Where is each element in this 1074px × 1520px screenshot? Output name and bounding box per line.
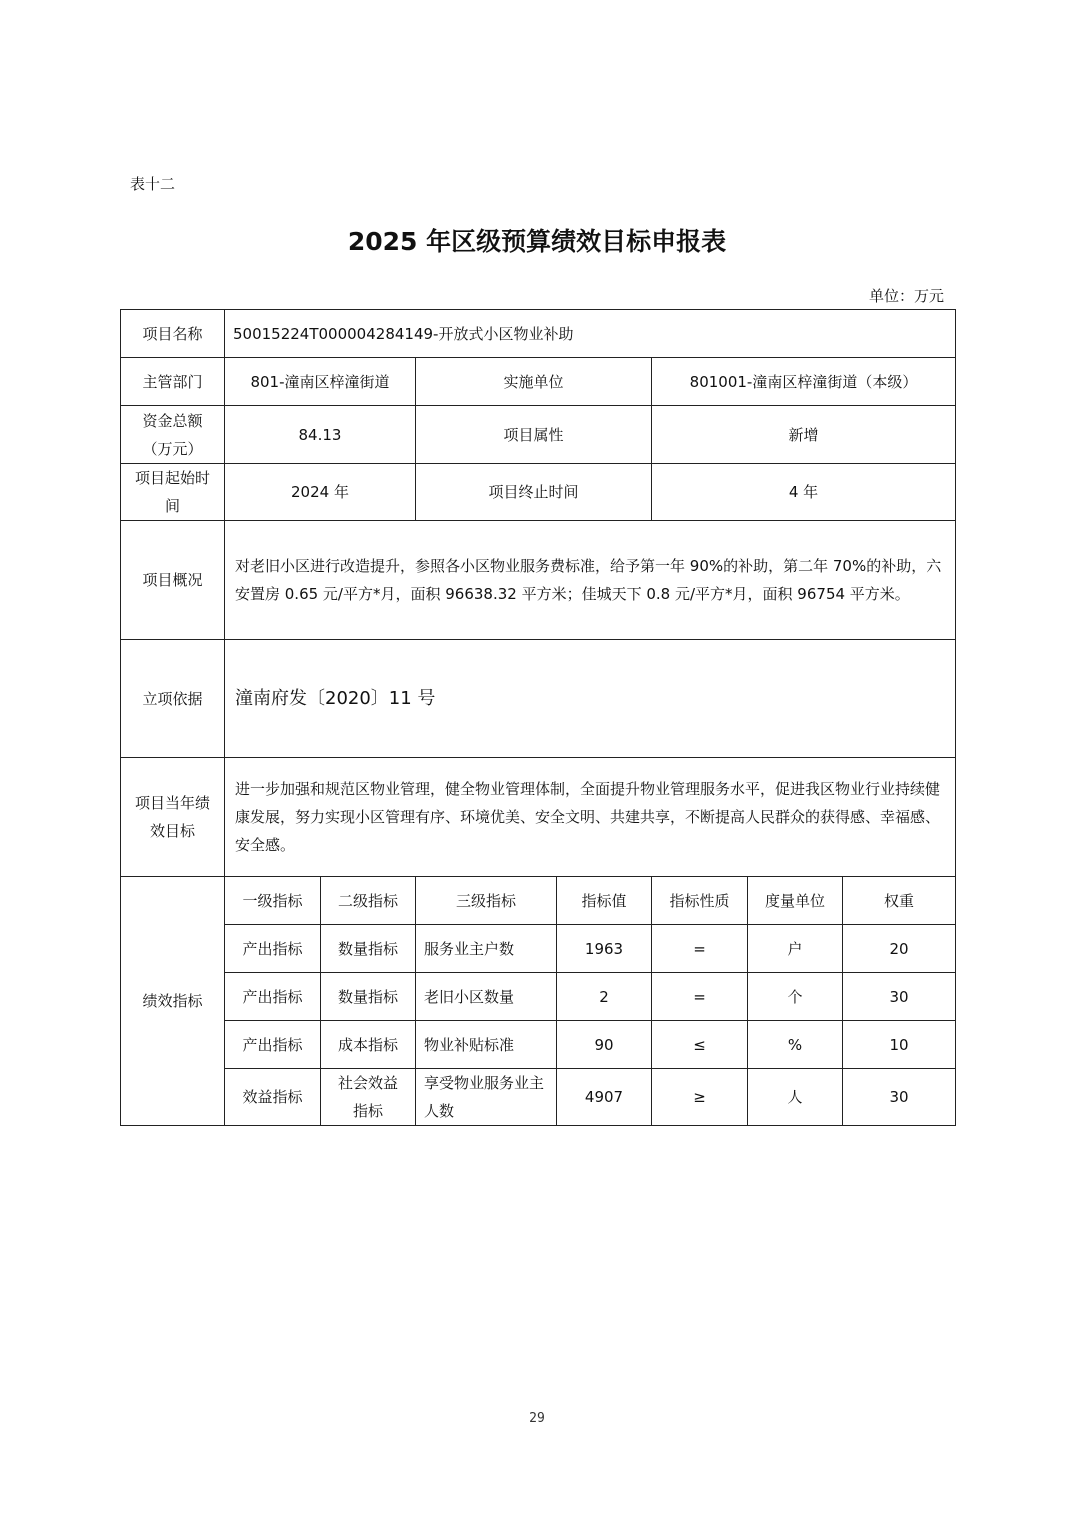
- table-row: [121, 1069, 956, 1126]
- row-annual-goal: [121, 758, 956, 877]
- project-attribute-label: 项目属性: [416, 406, 652, 464]
- row-project-name: [121, 310, 956, 358]
- header-unit: 度量单位: [748, 877, 843, 925]
- weight-cell: 20: [843, 925, 956, 973]
- header-weight: 权重: [843, 877, 956, 925]
- level2-cell: 成本指标: [321, 1021, 416, 1069]
- value-cell: 1963: [557, 925, 652, 973]
- end-time-value: 4 年: [652, 464, 956, 521]
- project-attribute-value: 新增: [652, 406, 956, 464]
- header-level1: 一级指标: [225, 877, 321, 925]
- table-row: [121, 1021, 956, 1069]
- row-funds: [121, 406, 956, 464]
- funds-value: 84.13: [225, 406, 416, 464]
- level3-cell: 物业补贴标准: [416, 1021, 557, 1069]
- unit-label: 单位：万元: [868, 287, 944, 305]
- implementing-unit-value: 801001-潼南区梓潼街道（本级）: [652, 358, 956, 406]
- table-row: [121, 925, 956, 973]
- weight-cell: 30: [843, 973, 956, 1021]
- header-level3: 三级指标: [416, 877, 557, 925]
- unit-cell: 个: [748, 973, 843, 1021]
- level3-cell: 享受物业服务业主人数: [416, 1069, 557, 1126]
- nature-cell: =: [652, 925, 748, 973]
- level3-cell: 服务业主户数: [416, 925, 557, 973]
- nature-cell: =: [652, 973, 748, 1021]
- weight-cell: 10: [843, 1021, 956, 1069]
- header-nature: 指标性质: [652, 877, 748, 925]
- indicator-header-row: [121, 877, 956, 925]
- end-time-label: 项目终止时间: [416, 464, 652, 521]
- annual-goal-text: 进一步加强和规范区物业管理，健全物业管理体制，全面提升物业管理服务水平，促进我区物业行业持续健康发展，努力实现小区管理有序、环境优美、安全文明、共建共享，不断提高人民群众的获得感、幸福感、安全感。: [225, 758, 956, 877]
- start-time-label: 项目起始时间: [121, 464, 225, 521]
- level1-cell: 产出指标: [225, 973, 321, 1021]
- department-value: 801-潼南区梓潼街道: [225, 358, 416, 406]
- header-level2: 二级指标: [321, 877, 416, 925]
- level2-cell: 社会效益指标: [321, 1069, 416, 1126]
- overview-label: 项目概况: [121, 521, 225, 640]
- basis-text: 潼南府发〔2020〕11 号: [225, 640, 956, 758]
- overview-text: 对老旧小区进行改造提升，参照各小区物业服务费标准，给予第一年 90%的补助，第二年 70%的补助，六安置房 0.65 元/平方*月，面积 96638.32 平方米；佳城天下 0.8 元/平方*月，面积 96754 平方米。: [225, 521, 956, 640]
- value-cell: 2: [557, 973, 652, 1021]
- level1-cell: 产出指标: [225, 1021, 321, 1069]
- row-period: [121, 464, 956, 521]
- project-name-label: 项目名称: [121, 310, 225, 358]
- page-number: 29: [529, 1411, 545, 1426]
- department-label: 主管部门: [121, 358, 225, 406]
- value-cell: 4907: [557, 1069, 652, 1126]
- weight-cell: 30: [843, 1069, 956, 1126]
- budget-performance-table: [120, 309, 956, 1126]
- table-row: [121, 973, 956, 1021]
- page-title: 2025 年区级预算绩效目标申报表: [347, 227, 727, 256]
- indicators-label: 绩效指标: [121, 877, 225, 1126]
- implementing-unit-label: 实施单位: [416, 358, 652, 406]
- level2-cell: 数量指标: [321, 925, 416, 973]
- annual-goal-label: 项目当年绩效目标: [121, 758, 225, 877]
- value-cell: 90: [557, 1021, 652, 1069]
- nature-cell: ≤: [652, 1021, 748, 1069]
- header-value: 指标值: [557, 877, 652, 925]
- basis-label: 立项依据: [121, 640, 225, 758]
- row-department: [121, 358, 956, 406]
- level2-cell: 数量指标: [321, 973, 416, 1021]
- level1-cell: 效益指标: [225, 1069, 321, 1126]
- row-basis: [121, 640, 956, 758]
- project-name-value: 50015224T000004284149-开放式小区物业补助: [225, 310, 956, 358]
- unit-cell: %: [748, 1021, 843, 1069]
- row-overview: [121, 521, 956, 640]
- start-time-value: 2024 年: [225, 464, 416, 521]
- table-label: 表十二: [130, 175, 176, 193]
- unit-cell: 人: [748, 1069, 843, 1126]
- level3-cell: 老旧小区数量: [416, 973, 557, 1021]
- unit-cell: 户: [748, 925, 843, 973]
- funds-label: 资金总额（万元）: [121, 406, 225, 464]
- nature-cell: ≥: [652, 1069, 748, 1126]
- level1-cell: 产出指标: [225, 925, 321, 973]
